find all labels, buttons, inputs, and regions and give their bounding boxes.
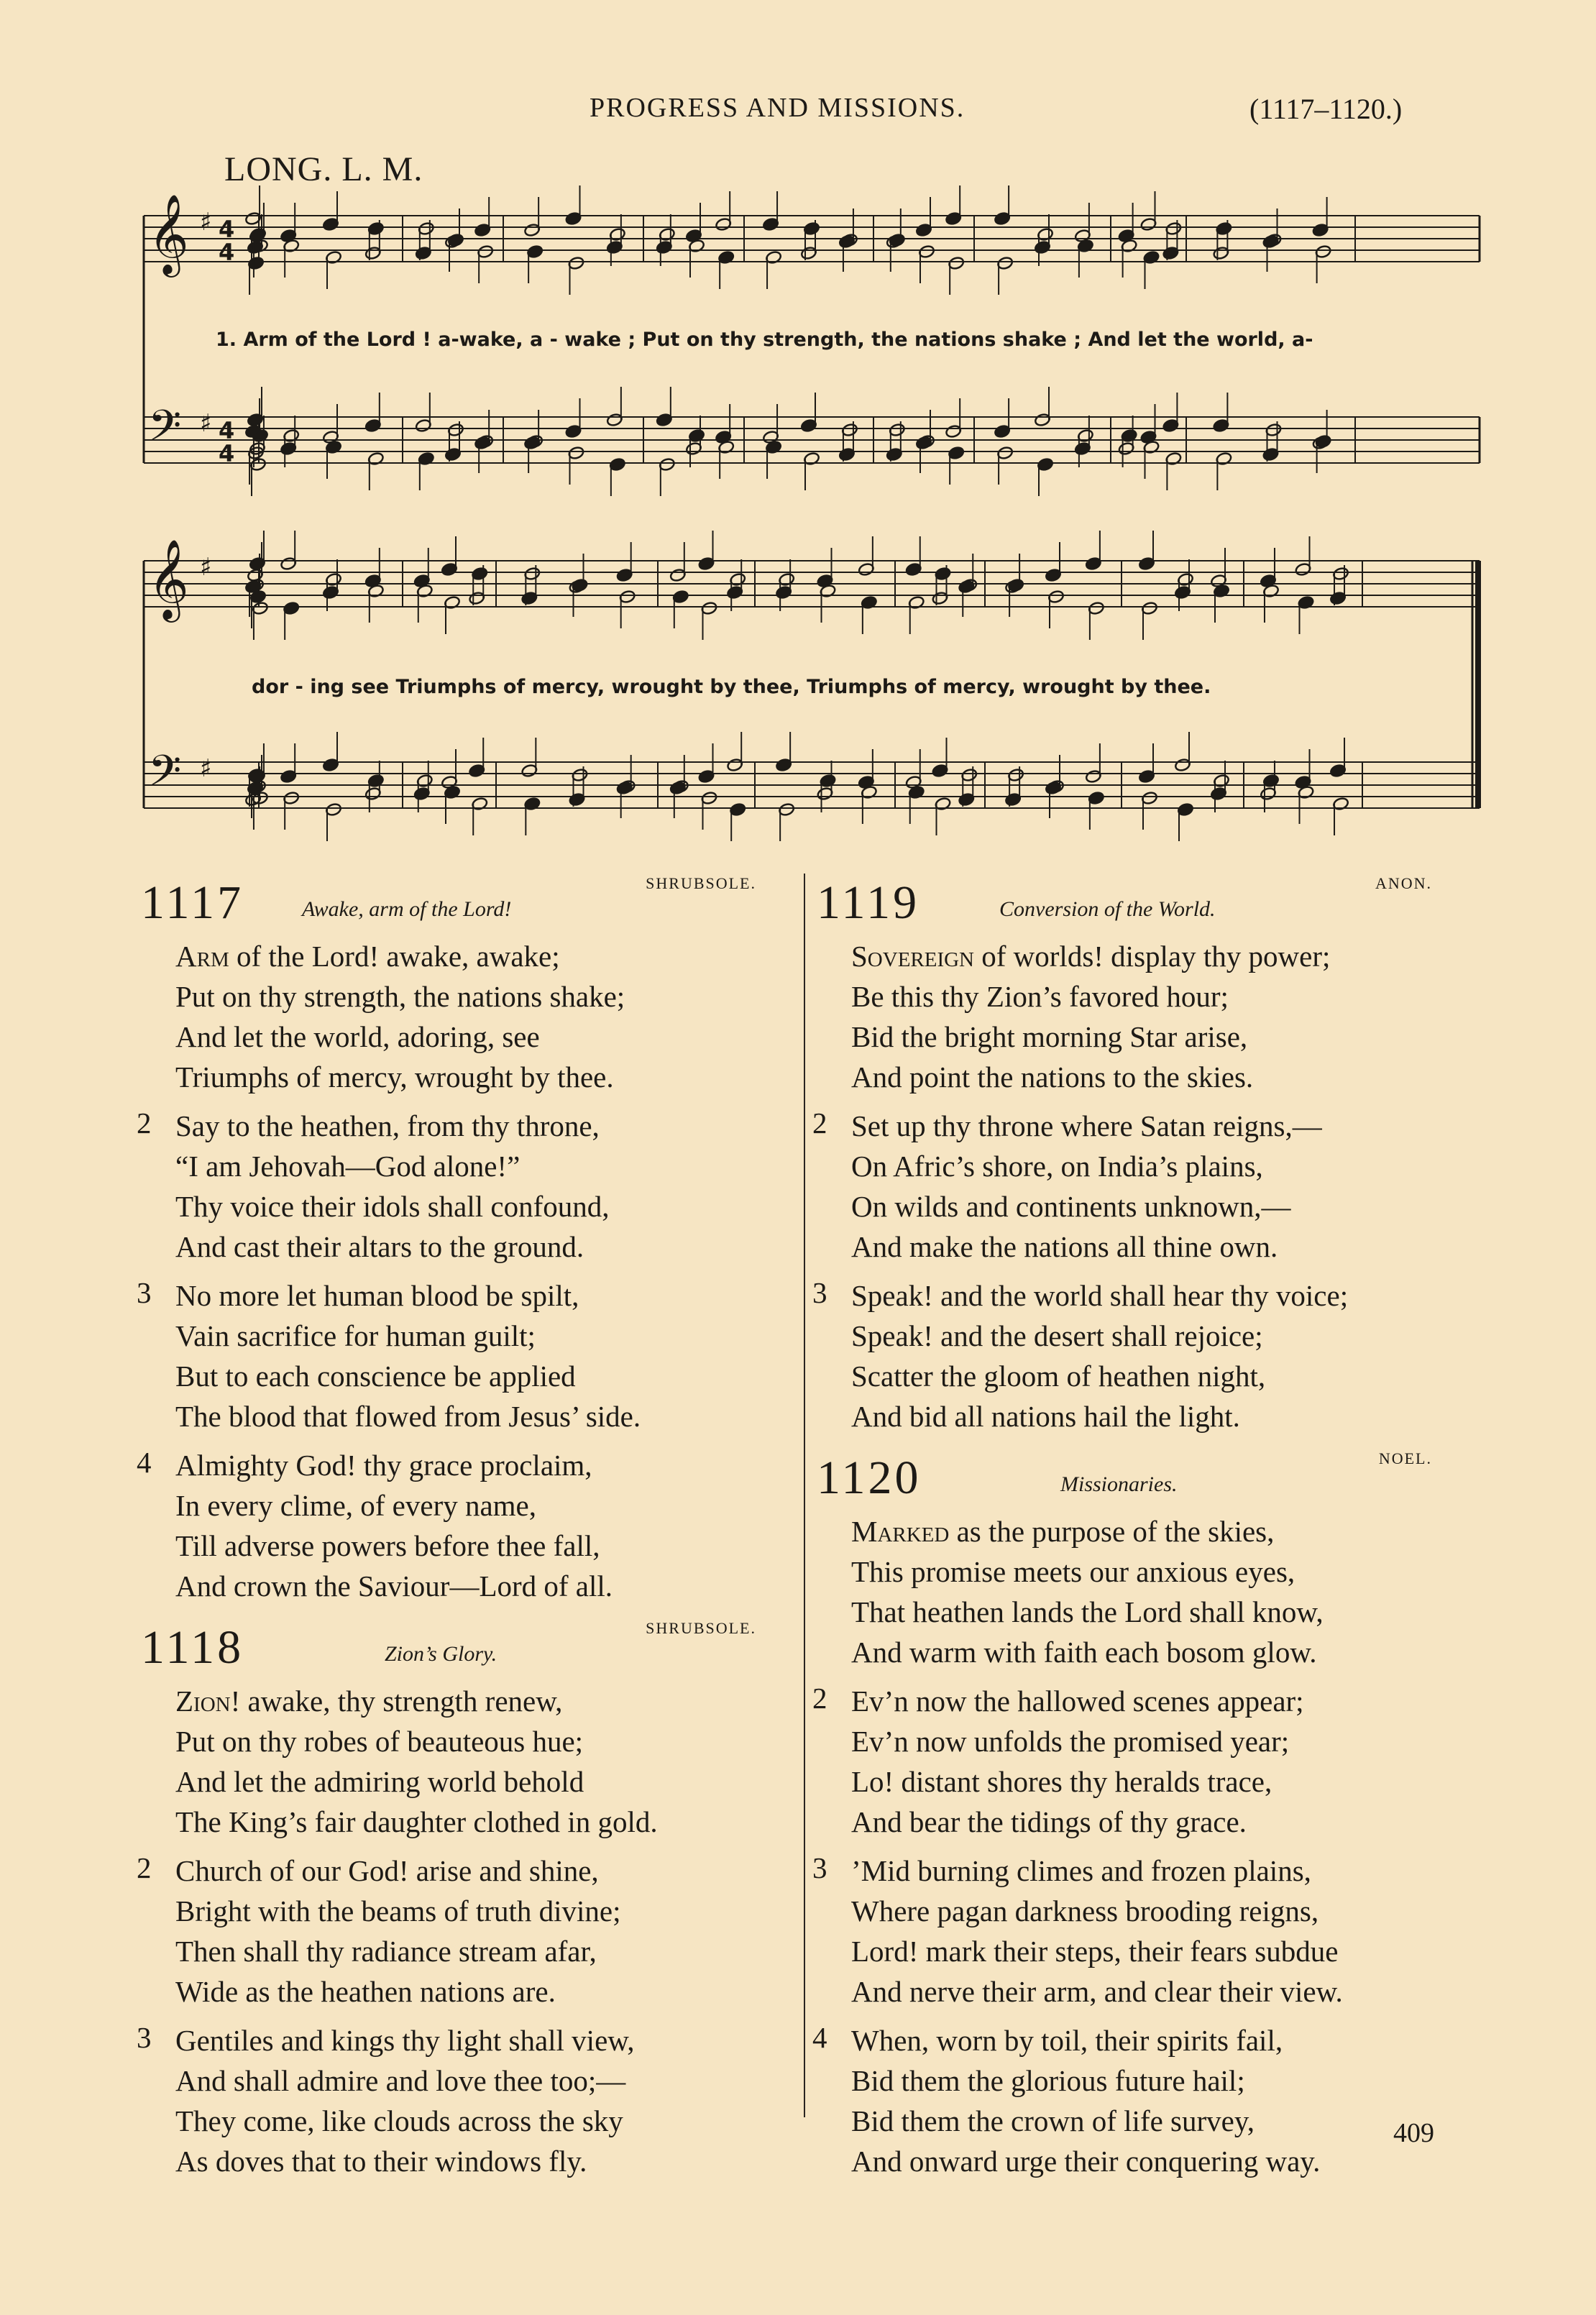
stanza-line: And nerve their arm, and clear their view. (851, 1975, 1343, 2008)
bass-clef-icon: 𝄢 (148, 746, 182, 806)
stanza-line: Bright with the beams of truth divine; (175, 1894, 621, 1927)
stanza-line: Till adverse powers before thee fall, (175, 1529, 600, 1562)
hymn-composer: NOEL. (1378, 1449, 1432, 1467)
page-number: 409 (1393, 2118, 1434, 2148)
sharp-icon: ♯ (200, 754, 212, 783)
stanza-line: And let the world, adoring, see (175, 1020, 540, 1053)
left-column (137, 870, 769, 2190)
stanza-line: Bid them the crown of life survey, (851, 2104, 1255, 2137)
stanza-line: Put on thy strength, the nations shake; (175, 980, 625, 1013)
stanza-line: But to each conscience be applied (175, 1360, 576, 1393)
stanza-line: Triumphs of mercy, wrought by thee. (175, 1060, 614, 1094)
stanza (137, 1106, 769, 1267)
first-word: Zion (175, 1684, 231, 1718)
hymn-composer: SHRUBSOLE. (646, 1619, 756, 1637)
first-line-rest: of worlds! display thy power; (974, 940, 1331, 973)
treble-clef-icon: 𝄞 (148, 193, 189, 274)
stanza-line: The blood that flowed from Jesus’ side. (175, 1400, 641, 1433)
bass-clef-icon: 𝄢 (148, 400, 182, 461)
stanza-line: Then shall thy radiance stream afar, (175, 1935, 597, 1968)
first-word: Arm (175, 940, 229, 973)
hymn-range: (1117–1120.) (1249, 93, 1403, 125)
stanza-line: On wilds and continents unknown,— (851, 1190, 1291, 1223)
sharp-icon: ♯ (200, 553, 212, 582)
running-title: PROGRESS AND MISSIONS. (590, 93, 966, 123)
stanza (812, 1275, 1445, 1436)
stanza-line: And point the nations to the skies. (851, 1060, 1254, 1094)
hymn-number: 1119 (817, 876, 920, 929)
stanza (137, 2020, 769, 2181)
music-score (0, 0, 1596, 863)
stanza-number: 2 (812, 1106, 827, 1140)
hymn-number: 1117 (141, 876, 244, 929)
stanza-line: Bid the bright morning Star arise, (851, 1020, 1248, 1053)
final-bar-line (1475, 561, 1481, 808)
time-signature: 4 (219, 440, 235, 467)
stanza-line: Lo! distant shores thy heralds trace, (851, 1765, 1272, 1798)
hymn-heading (812, 1445, 1445, 1511)
hymn-1117 (137, 870, 769, 1606)
stanza-number: 2 (137, 1851, 152, 1884)
stanza-line: And onward urge their conquering way. (851, 2145, 1321, 2178)
time-signature: 4 (219, 239, 235, 266)
stanza-line: When, worn by toil, their spirits fail, (851, 2024, 1283, 2057)
hymn-heading (137, 870, 769, 936)
hymn-1119 (812, 870, 1445, 1436)
stanza-line: And crown the Saviour—Lord of all. (175, 1569, 613, 1603)
stanza-number: 2 (812, 1682, 827, 1715)
stanza (812, 1511, 1445, 1672)
stanza-number: 3 (137, 1276, 152, 1309)
time-signature: 4 (219, 417, 235, 444)
stanza-line: And shall admire and love thee too;— (175, 2064, 626, 2097)
hymn-number: 1120 (817, 1452, 922, 1504)
stanza-line: Where pagan darkness brooding reigns, (851, 1894, 1319, 1927)
stanza-line: Church of our God! arise and shine, (175, 1854, 599, 1887)
right-column (812, 870, 1445, 2190)
stanza-line: Vain sacrifice for human guilt; (175, 1319, 536, 1352)
stanza (812, 1851, 1445, 2012)
stanza-number: 3 (137, 2021, 152, 2054)
first-line-rest: as the purpose of the skies, (949, 1515, 1275, 1548)
stanza-number: 4 (137, 1446, 152, 1479)
hymn-title: Missionaries. (1060, 1472, 1178, 1496)
stanza-line: And let the admiring world behold (175, 1765, 584, 1798)
stanza-line: They come, like clouds across the sky (175, 2104, 623, 2137)
stanza-line: Gentiles and kings thy light shall view, (175, 2024, 635, 2057)
stanza-line: Be this thy Zion’s favored hour; (851, 980, 1229, 1013)
treble-clef-icon: 𝄞 (148, 538, 189, 619)
stanza-line (812, 936, 1445, 976)
stanza (137, 1681, 769, 1842)
stanza (812, 1106, 1445, 1267)
hymn-title: Awake, arm of the Lord! (302, 897, 512, 921)
stanza-line: Bid them the glorious future hail; (851, 2064, 1245, 2097)
stanza-line: Almighty God! thy grace proclaim, (175, 1449, 592, 1482)
stanza-line: That heathen lands the Lord shall know, (851, 1595, 1324, 1628)
time-signature: 4 (219, 216, 235, 243)
sharp-icon: ♯ (200, 409, 212, 438)
stanza-line: Speak! and the world shall hear thy voice; (851, 1279, 1349, 1312)
hymn-number: 1118 (141, 1621, 244, 1674)
stanza (137, 1445, 769, 1606)
stanza-line (812, 1511, 1445, 1551)
stanza-line: And bid all nations hail the light. (851, 1400, 1240, 1433)
stanza (812, 936, 1445, 1097)
first-word: Marked (851, 1515, 950, 1548)
tune-lyrics-line-1: 1. Arm of the Lord ! a-wake, a - wake ; Put on thy strength, the nations shake ; And let the world, a- (216, 329, 1313, 351)
stanza-line: And cast their altars to the ground. (175, 1230, 584, 1263)
stanza-line: In every clime, of every name, (175, 1489, 537, 1522)
stanza-number: 3 (812, 1851, 827, 1884)
stanza-line: Ev’n now unfolds the promised year; (851, 1725, 1290, 1758)
sharp-icon: ♯ (200, 208, 212, 237)
stanza-line: Ev’n now the hallowed scenes appear; (851, 1684, 1304, 1718)
tune-lyrics-line-2: dor - ing see Triumphs of mercy, wrought by thee, Triumphs of mercy, wrought by thee. (252, 676, 1211, 698)
stanza-line: No more let human blood be spilt, (175, 1279, 579, 1312)
stanza-line: The King’s fair daughter clothed in gold. (175, 1805, 658, 1838)
hymn-1120 (812, 1445, 1445, 2181)
stanza-line: And make the nations all thine own. (851, 1230, 1278, 1263)
stanza-line: Thy voice their idols shall confound, (175, 1190, 610, 1223)
stanza-line: Speak! and the desert shall rejoice; (851, 1319, 1263, 1352)
tune-name: LONG. L. M. (224, 150, 423, 188)
stanza-line: On Afric’s shore, on India’s plains, (851, 1150, 1263, 1183)
stanza-line: ’Mid burning climes and frozen plains, (851, 1854, 1311, 1887)
stanza-line: This promise meets our anxious eyes, (851, 1555, 1295, 1588)
stanza-line: Say to the heathen, from thy throne, (175, 1109, 600, 1142)
stanza-line: And bear the tidings of thy grace. (851, 1805, 1247, 1838)
stanza (137, 1851, 769, 2012)
stanza (812, 1681, 1445, 1842)
stanza-line: “I am Jehovah—God alone!” (175, 1150, 520, 1183)
hymn-1118 (137, 1615, 769, 2181)
hymn-title: Zion’s Glory. (385, 1642, 497, 1666)
stanza-line: As doves that to their windows fly. (175, 2145, 587, 2178)
stanza-line: Lord! mark their steps, their fears subdue (851, 1935, 1339, 1968)
stanza-number: 3 (812, 1276, 827, 1309)
hymn-title: Conversion of the World. (999, 897, 1216, 921)
stanza-line (137, 936, 769, 976)
stanza-line: And warm with faith each bosom glow. (851, 1636, 1317, 1669)
first-line-rest: of the Lord! awake, awake; (229, 940, 560, 973)
stanza (812, 2020, 1445, 2181)
stanza-number: 2 (137, 1106, 152, 1140)
hymn-heading (137, 1615, 769, 1681)
stanza-line: Wide as the heathen nations are. (175, 1975, 556, 2008)
first-word: Sovereign (851, 940, 975, 973)
hymn-heading (812, 870, 1445, 936)
stanza (137, 1275, 769, 1436)
stanza-number: 4 (812, 2021, 827, 2054)
stanza-line: Put on thy robes of beauteous hue; (175, 1725, 584, 1758)
stanza-line: Set up thy throne where Satan reigns,— (851, 1109, 1322, 1142)
stanza-line: Scatter the gloom of heathen night, (851, 1360, 1266, 1393)
hymn-composer: ANON. (1375, 874, 1432, 892)
stanza (137, 936, 769, 1097)
hymn-composer: SHRUBSOLE. (646, 874, 756, 892)
column-divider (804, 874, 805, 2117)
first-line-rest: ! awake, thy strength renew, (230, 1684, 563, 1718)
stanza-line (137, 1681, 769, 1721)
